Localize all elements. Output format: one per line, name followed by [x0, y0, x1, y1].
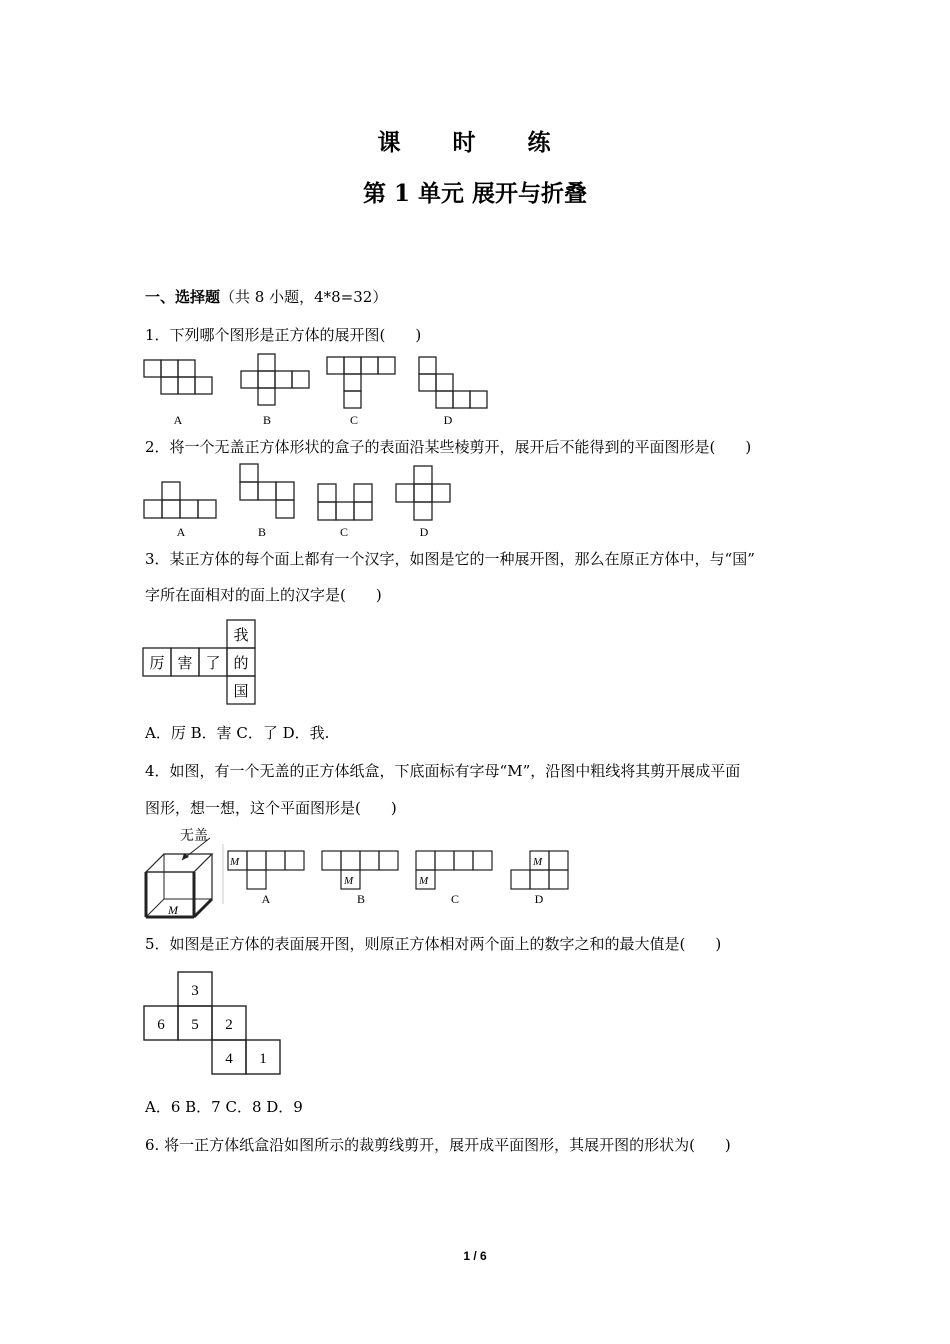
q4-d-mark: M [533, 856, 543, 868]
question-2: 2．将一个无盖正方体形状的盒子的表面沿某些棱剪开，展开后不能得到的平面图形是( ) [145, 438, 752, 456]
q4-figure [140, 824, 580, 924]
page-number: 1 / 6 [463, 1249, 487, 1263]
q1-option-a: A [173, 413, 183, 427]
section-label: 一、选择题 [145, 288, 221, 306]
page-title: 课 时 练 [377, 129, 573, 156]
question-3-line-1: 3．某正方体的每个面上都有一个汉字，如图是它的一种展开图，那么在原正方体中，与“国” [145, 550, 755, 568]
q3-face-li: 厉 [149, 656, 165, 672]
q4-c-mark: M [419, 875, 429, 887]
q3-face-de: 的 [233, 656, 249, 672]
question-4-line-2: 图形，想一想，这个平面图形是( ) [145, 799, 397, 817]
q4-option-d: D [534, 892, 544, 906]
question-5: 5．如图是正方体的表面展开图，则原正方体相对两个面上的数字之和的最大值是( ) [145, 935, 722, 953]
q2-option-b: B [257, 525, 267, 539]
q5-face-4: 4 [225, 1051, 233, 1067]
q5-face-5: 5 [191, 1017, 199, 1033]
q3-face-wo: 我 [233, 628, 249, 644]
question-4-line-1: 4．如图，有一个无盖的正方体纸盒，下底面标有字母“M”，沿图中粗线将其剪开展成平面 [145, 762, 741, 780]
q4-option-b: B [356, 892, 366, 906]
q5-face-2: 2 [225, 1017, 233, 1033]
q2-option-d: D [419, 525, 429, 539]
q1-option-b: B [262, 413, 272, 427]
question-1: 1．下列哪个图形是正方体的展开图( ) [145, 326, 422, 344]
q4-option-a: A [261, 892, 271, 906]
q3-face-hai: 害 [177, 656, 193, 672]
q4-option-c: C [450, 892, 460, 906]
q3-face-guo: 国 [233, 684, 249, 700]
q2-option-c: C [339, 525, 349, 539]
q1-option-d: D [443, 413, 453, 427]
question-5-answers: A．6 B．7 C．8 D．9 [145, 1098, 303, 1116]
page-subtitle: 第 1 单元 展开与折叠 [362, 180, 588, 207]
q2-option-a: A [176, 525, 186, 539]
question-3-line-2: 字所在面相对的面上的汉字是( ) [145, 586, 382, 604]
q5-face-3: 3 [191, 983, 199, 999]
question-3-answers: A．厉 B．害 C．了 D．我. [145, 724, 330, 742]
q5-face-1: 1 [259, 1051, 267, 1067]
q2-figure [140, 460, 470, 542]
q5-figure [140, 970, 290, 1080]
section-heading [145, 286, 387, 307]
q5-face-6: 6 [157, 1017, 165, 1033]
q3-face-le: 了 [205, 656, 221, 672]
section-info: （共 8 小题，4*8=32） [220, 288, 388, 306]
q4-a-mark: M [230, 856, 240, 868]
q3-figure [140, 618, 260, 708]
q4-b-mark: M [344, 875, 354, 887]
question-6: 6. 将一正方体纸盒沿如图所示的裁剪线剪开，展开成平面图形，其展开图的形状为( ) [145, 1136, 731, 1154]
q1-option-c: C [349, 413, 359, 427]
q4-cube-mark: M [168, 903, 178, 917]
q4-lid-label: 无盖 [180, 829, 208, 844]
q1-figure [140, 350, 500, 430]
